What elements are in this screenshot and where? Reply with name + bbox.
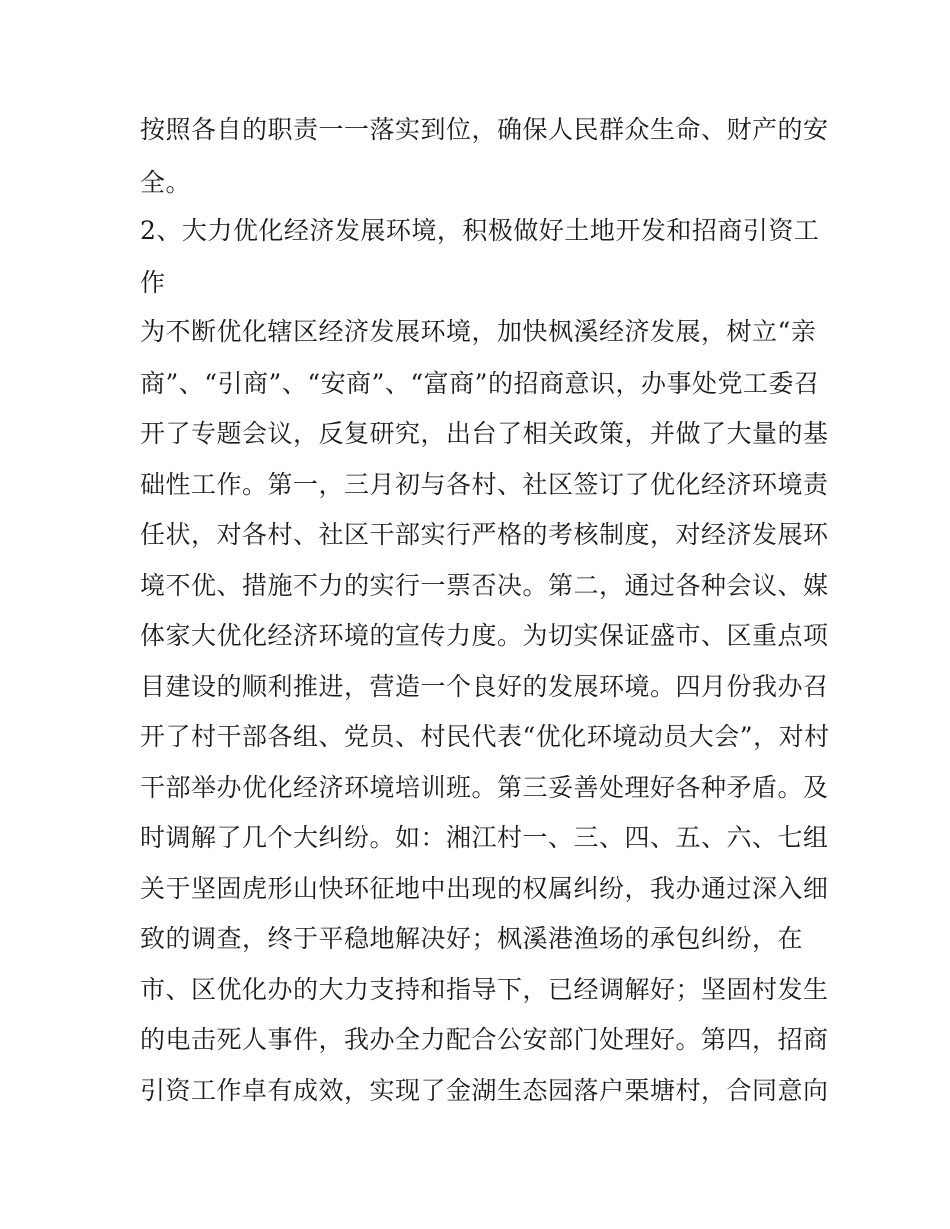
section-heading: 2、大力优化经济发展环境，积极做好土地开发和招商引资工 [140,216,820,245]
text-line: 引资工作卓有成效，实现了金湖生态园落户栗塘村，合同意向 [140,1076,829,1105]
text-line: 目建设的顺利推进，营造一个良好的发展环境。四月份我办召 [140,672,829,701]
text-line: 开了村干部各组、党员、村民代表“优化环境动员大会”，对村 [140,722,830,751]
text-line: 境不优、措施不力的实行一票否决。第二，通过各种会议、媒 [140,571,829,600]
text-line: 开了专题会议，反复研究，出台了相关政策，并做了大量的基 [140,419,829,448]
text-line: 任状，对各村、社区干部实行严格的考核制度，对经济发展环 [140,520,829,549]
text-line: 致的调查，终于平稳地解决好；枫溪港渔场的承包纠纷，在 [140,924,804,953]
text-line: 全。 [140,168,192,197]
text-line: 商”、“引商”、“安商”、“富商”的招商意识，办事处党工委召 [140,369,820,398]
text-line: 础性工作。第一，三月初与各村、社区签订了优化经济环境责 [140,470,829,499]
text-line: 的电击死人事件，我办全力配合公安部门处理好。第四，招商 [140,1025,829,1054]
text-line: 时调解了几个大纠纷。如：湘江村一、三、四、五、六、七组 [140,823,829,852]
text-line: 体家大优化经济环境的宣传力度。为切实保证盛市、区重点项 [140,621,829,650]
text-line: 按照各自的职责一一落实到位，确保人民群众生命、财产的安 [140,115,829,144]
section-heading-continued: 作 [140,268,166,297]
text-line: 市、区优化办的大力支持和指导下，已经调解好；坚固村发生 [140,975,829,1004]
text-line: 关于坚固虎形山快环征地中出现的权属纠纷，我办通过深入细 [140,874,829,903]
text-line: 干部举办优化经济环境培训班。第三妥善处理好各种矛盾。及 [140,773,829,802]
text-line: 为不断优化辖区经济发展环境，加快枫溪经济发展，树立“亲 [140,317,817,346]
